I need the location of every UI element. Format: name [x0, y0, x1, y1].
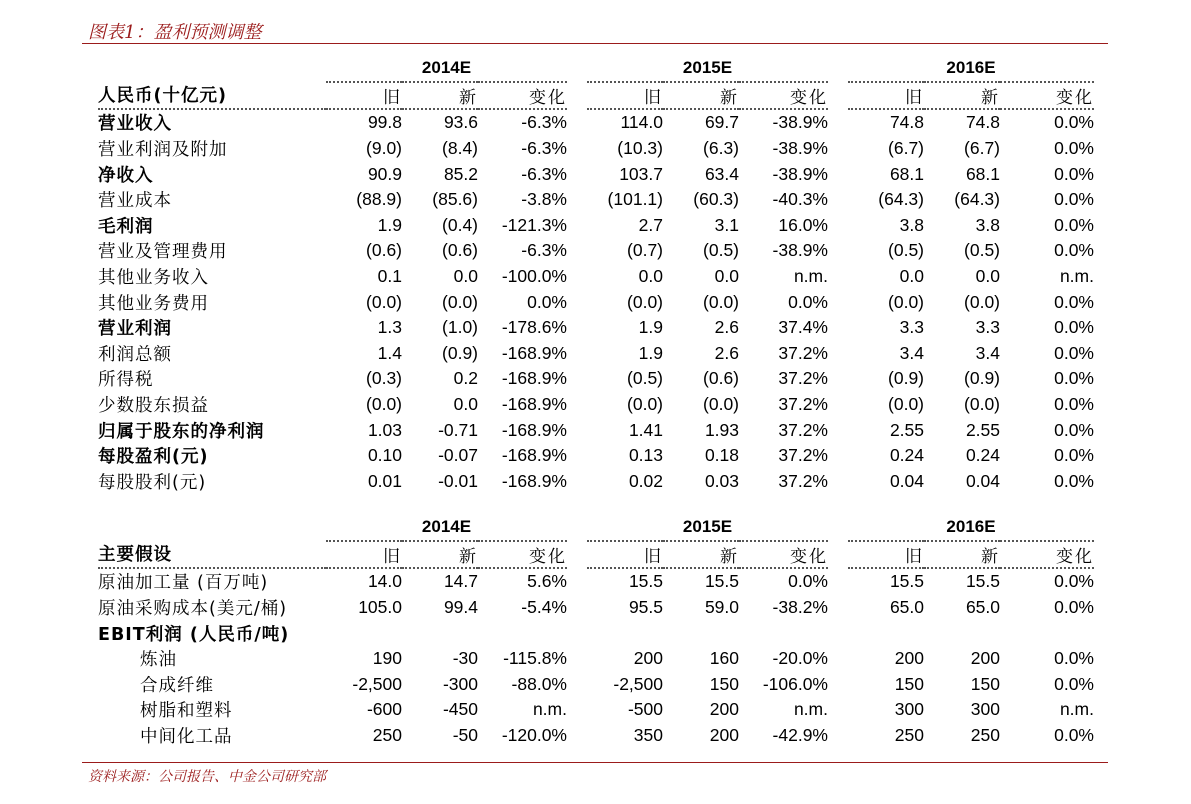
value-cell: 0.0%	[1054, 445, 1094, 466]
value-cell: -20.0%	[772, 648, 828, 669]
value-cell: -120.0%	[501, 725, 567, 746]
value-cell: 68.1	[889, 163, 924, 184]
value-cell: (1.0)	[442, 317, 478, 338]
value-cell: 2.6	[714, 342, 739, 363]
value-cell: (0.3)	[366, 368, 402, 389]
value-cell: 190	[372, 648, 402, 669]
table-row	[98, 238, 1094, 264]
value-cell: (0.5)	[964, 240, 1000, 261]
value-cell: (0.5)	[703, 240, 739, 261]
value-cell: 65.0	[965, 597, 1000, 618]
row-label: 营业利润	[98, 319, 172, 340]
table-row	[98, 672, 1094, 698]
corner-cell	[98, 55, 326, 82]
row-label: 树脂和塑料	[140, 701, 233, 722]
table-row	[98, 697, 1094, 723]
value-cell: (0.0)	[703, 394, 739, 415]
value-cell: 105.0	[358, 597, 402, 618]
column-header: 旧	[326, 82, 402, 110]
value-cell: 0.0%	[1054, 163, 1094, 184]
value-cell: -2,500	[613, 673, 663, 694]
value-cell: 37.2%	[778, 394, 828, 415]
year-header-row	[98, 514, 1094, 541]
value-cell: 350	[633, 725, 663, 746]
value-cell: -121.3%	[501, 214, 567, 235]
table-row	[98, 161, 1094, 187]
table-row	[98, 136, 1094, 162]
value-cell: 0.0	[453, 394, 478, 415]
value-cell: (64.3)	[878, 189, 924, 210]
value-cell: 0.0%	[1054, 648, 1094, 669]
value-cell: 95.5	[628, 597, 663, 618]
value-cell: 0.0%	[788, 571, 828, 592]
value-cell: 0.0%	[1054, 189, 1094, 210]
value-cell: -168.9%	[501, 368, 567, 389]
column-header: 变化	[739, 541, 828, 569]
value-cell	[587, 620, 663, 646]
column-header: 旧	[848, 82, 924, 110]
value-cell	[402, 620, 478, 646]
value-cell: 1.41	[628, 419, 663, 440]
value-cell: 1.9	[638, 317, 663, 338]
value-cell: 99.4	[443, 597, 478, 618]
value-cell: (0.0)	[703, 291, 739, 312]
table-row	[98, 366, 1094, 392]
value-cell: (9.0)	[366, 138, 402, 159]
row-label: 营业利润及附加	[98, 140, 228, 161]
row-label: 营业成本	[98, 191, 172, 212]
value-cell	[478, 620, 567, 646]
value-cell: n.m.	[793, 699, 828, 720]
row-header-label: 人民币(十亿元)	[98, 82, 326, 110]
value-cell: (101.1)	[607, 189, 663, 210]
value-cell: 2.7	[638, 214, 663, 235]
value-cell	[739, 620, 828, 646]
value-cell: 2.55	[889, 419, 924, 440]
value-cell	[326, 620, 402, 646]
value-cell: 0.0%	[788, 291, 828, 312]
value-cell: 2.55	[965, 419, 1000, 440]
value-cell: -0.07	[438, 445, 478, 466]
table-row	[98, 620, 1094, 646]
value-cell: -88.0%	[511, 673, 567, 694]
value-cell: 0.1	[377, 266, 402, 287]
value-cell: 0.04	[965, 470, 1000, 491]
column-header: 新	[663, 541, 739, 569]
column-header: 旧	[848, 541, 924, 569]
value-cell: (8.4)	[442, 138, 478, 159]
value-cell: (0.0)	[964, 394, 1000, 415]
value-cell: (6.7)	[964, 138, 1000, 159]
value-cell: -30	[452, 648, 478, 669]
row-label: 其他业务费用	[98, 293, 209, 314]
value-cell: 1.9	[638, 342, 663, 363]
column-header: 旧	[587, 82, 663, 110]
value-cell: 200	[709, 725, 739, 746]
value-cell: -38.2%	[772, 597, 828, 618]
value-cell: -6.3%	[521, 112, 567, 133]
corner-cell	[98, 514, 326, 541]
value-cell: 99.8	[367, 112, 402, 133]
bottom-divider	[82, 762, 1108, 763]
table-row	[98, 646, 1094, 672]
value-cell: (0.0)	[627, 394, 663, 415]
row-label: 毛利润	[98, 216, 154, 237]
value-cell: 3.3	[975, 317, 1000, 338]
value-cell: (85.6)	[432, 189, 478, 210]
value-cell	[924, 620, 1000, 646]
year-header-row	[98, 55, 1094, 82]
row-label: 每股盈利(元)	[98, 447, 209, 468]
value-cell: 90.9	[367, 163, 402, 184]
value-cell: 0.24	[965, 445, 1000, 466]
value-cell: 3.3	[899, 317, 924, 338]
table-row	[98, 417, 1094, 443]
value-cell: 0.0%	[1054, 571, 1094, 592]
value-cell: -6.3%	[521, 138, 567, 159]
row-label: 中间化工品	[140, 727, 233, 748]
value-cell: 15.5	[704, 571, 739, 592]
column-header-row	[98, 541, 1094, 569]
value-cell: 0.0%	[527, 291, 567, 312]
value-cell: -6.3%	[521, 240, 567, 261]
value-cell: -450	[442, 699, 478, 720]
value-cell	[848, 620, 924, 646]
table-row	[98, 723, 1094, 749]
value-cell: 74.8	[889, 112, 924, 133]
value-cell: -42.9%	[772, 725, 828, 746]
value-cell: 0.0	[453, 266, 478, 287]
row-label: 合成纤维	[140, 675, 214, 696]
table-row	[98, 568, 1094, 595]
value-cell: 0.0%	[1054, 240, 1094, 261]
year-header: 2015E	[587, 514, 828, 541]
column-header: 变化	[1000, 541, 1094, 569]
column-header: 新	[663, 82, 739, 110]
column-header: 变化	[739, 82, 828, 110]
value-cell: 37.2%	[778, 342, 828, 363]
value-cell: 0.0	[638, 266, 663, 287]
value-cell: 1.9	[377, 214, 402, 235]
value-cell: 37.2%	[778, 470, 828, 491]
top-divider	[82, 43, 1108, 44]
row-label: 营业及管理费用	[98, 242, 228, 263]
value-cell: -106.0%	[762, 673, 828, 694]
value-cell: 5.6%	[527, 571, 567, 592]
value-cell: (0.0)	[888, 394, 924, 415]
column-header: 旧	[326, 541, 402, 569]
table-row	[98, 109, 1094, 136]
source-note: 资料来源：公司报告、中金公司研究部	[88, 769, 326, 785]
year-header: 2015E	[587, 55, 828, 82]
value-cell: (6.7)	[888, 138, 924, 159]
value-cell: (6.3)	[703, 138, 739, 159]
value-cell: 0.10	[367, 445, 402, 466]
value-cell: (0.6)	[703, 368, 739, 389]
row-label: 归属于股东的净利润	[98, 421, 265, 442]
year-header: 2014E	[326, 55, 567, 82]
key-assumptions-table	[98, 514, 1094, 748]
value-cell: 250	[970, 725, 1000, 746]
value-cell: 37.2%	[778, 419, 828, 440]
table-row	[98, 469, 1094, 495]
value-cell: 160	[709, 648, 739, 669]
value-cell: -6.3%	[521, 163, 567, 184]
value-cell: 37.4%	[778, 317, 828, 338]
value-cell: 200	[633, 648, 663, 669]
value-cell: 93.6	[443, 112, 478, 133]
value-cell: (0.0)	[627, 291, 663, 312]
value-cell: 0.13	[628, 445, 663, 466]
year-header: 2016E	[848, 55, 1094, 82]
value-cell: 114.0	[620, 112, 663, 133]
value-cell: -168.9%	[501, 445, 567, 466]
value-cell: 0.0%	[1054, 368, 1094, 389]
value-cell: 0.18	[704, 445, 739, 466]
value-cell: 16.0%	[778, 214, 828, 235]
value-cell: 0.0%	[1054, 597, 1094, 618]
value-cell: n.m.	[793, 266, 828, 287]
value-cell: (0.0)	[964, 291, 1000, 312]
value-cell: 59.0	[704, 597, 739, 618]
value-cell: (0.7)	[627, 240, 663, 261]
value-cell: 65.0	[889, 597, 924, 618]
value-cell: 15.5	[889, 571, 924, 592]
earnings-forecast-table	[98, 55, 1094, 494]
value-cell: 0.0%	[1054, 673, 1094, 694]
value-cell: 68.1	[965, 163, 1000, 184]
row-label: 利润总额	[98, 344, 172, 365]
value-cell: 3.4	[975, 342, 1000, 363]
value-cell: 37.2%	[778, 368, 828, 389]
row-label: EBIT利润 (人民币/吨)	[98, 624, 290, 645]
value-cell: 103.7	[619, 163, 663, 184]
value-cell: 250	[894, 725, 924, 746]
year-header: 2014E	[326, 514, 567, 541]
value-cell: -5.4%	[521, 597, 567, 618]
value-cell: 0.0%	[1054, 394, 1094, 415]
value-cell: -500	[627, 699, 663, 720]
value-cell: 200	[970, 648, 1000, 669]
column-header: 新	[924, 541, 1000, 569]
value-cell: 1.03	[367, 419, 402, 440]
value-cell: (0.0)	[888, 291, 924, 312]
table-row	[98, 264, 1094, 290]
value-cell: 200	[894, 648, 924, 669]
value-cell: 3.4	[899, 342, 924, 363]
row-label: 每股股利(元)	[98, 472, 207, 493]
value-cell: 3.1	[714, 214, 739, 235]
value-cell: 0.0	[714, 266, 739, 287]
row-label: 净收入	[98, 165, 154, 186]
column-header: 旧	[587, 541, 663, 569]
value-cell: (0.9)	[964, 368, 1000, 389]
value-cell: 0.0	[975, 266, 1000, 287]
column-header: 新	[402, 82, 478, 110]
value-cell: 150	[709, 673, 739, 694]
value-cell: 0.0%	[1054, 725, 1094, 746]
value-cell: 250	[372, 725, 402, 746]
value-cell: -3.8%	[521, 189, 567, 210]
value-cell: 74.8	[965, 112, 1000, 133]
value-cell: 14.7	[443, 571, 478, 592]
value-cell: 0.0%	[1054, 214, 1094, 235]
value-cell: -0.71	[438, 419, 478, 440]
value-cell: 0.24	[889, 445, 924, 466]
value-cell: (60.3)	[693, 189, 739, 210]
value-cell: -38.9%	[772, 163, 828, 184]
value-cell: 2.6	[714, 317, 739, 338]
table-row	[98, 289, 1094, 315]
value-cell: 0.02	[628, 470, 663, 491]
value-cell: -168.9%	[501, 342, 567, 363]
value-cell: -38.9%	[772, 240, 828, 261]
value-cell: -2,500	[352, 673, 402, 694]
value-cell: -600	[366, 699, 402, 720]
value-cell: -168.9%	[501, 394, 567, 415]
value-cell: 0.04	[889, 470, 924, 491]
value-cell: 15.5	[965, 571, 1000, 592]
value-cell: 85.2	[443, 163, 478, 184]
value-cell: -38.9%	[772, 138, 828, 159]
value-cell: 0.0%	[1054, 291, 1094, 312]
value-cell: 150	[894, 673, 924, 694]
value-cell: 300	[970, 699, 1000, 720]
value-cell: 0.0%	[1054, 138, 1094, 159]
value-cell: n.m.	[1059, 699, 1094, 720]
value-cell: 0.0	[899, 266, 924, 287]
value-cell: 1.93	[704, 419, 739, 440]
value-cell: -168.9%	[501, 470, 567, 491]
table-row	[98, 315, 1094, 341]
column-header: 变化	[478, 541, 567, 569]
figure-title: 图表1：盈利预测调整	[88, 22, 262, 43]
table-row	[98, 213, 1094, 239]
value-cell: n.m.	[1059, 266, 1094, 287]
value-cell: -38.9%	[772, 112, 828, 133]
table-row	[98, 187, 1094, 213]
value-cell: (0.5)	[627, 368, 663, 389]
row-label: 营业收入	[98, 114, 172, 135]
value-cell: 200	[709, 699, 739, 720]
column-header: 新	[402, 541, 478, 569]
value-cell: (0.9)	[442, 342, 478, 363]
row-label: 原油采购成本(美元/桶)	[98, 599, 288, 620]
row-label: 少数股东损益	[98, 396, 209, 417]
value-cell: -178.6%	[501, 317, 567, 338]
row-label: 所得税	[98, 370, 154, 391]
table-row	[98, 443, 1094, 469]
value-cell: -40.3%	[772, 189, 828, 210]
value-cell: 0.0%	[1054, 342, 1094, 363]
year-header: 2016E	[848, 514, 1094, 541]
value-cell: -168.9%	[501, 419, 567, 440]
value-cell: -115.8%	[503, 648, 567, 669]
value-cell: 0.0%	[1054, 317, 1094, 338]
value-cell	[663, 620, 739, 646]
value-cell: 0.01	[367, 470, 402, 491]
value-cell: 15.5	[628, 571, 663, 592]
value-cell: (0.0)	[366, 394, 402, 415]
value-cell: n.m.	[532, 699, 567, 720]
value-cell: 3.8	[899, 214, 924, 235]
table-row	[98, 392, 1094, 418]
value-cell: (64.3)	[954, 189, 1000, 210]
value-cell: (0.0)	[442, 291, 478, 312]
value-cell: 3.8	[975, 214, 1000, 235]
value-cell: 63.4	[704, 163, 739, 184]
row-label: 原油加工量 (百万吨)	[98, 573, 269, 594]
value-cell: -100.0%	[501, 266, 567, 287]
value-cell: 1.4	[377, 342, 402, 363]
value-cell: (88.9)	[356, 189, 402, 210]
value-cell: (10.3)	[617, 138, 663, 159]
value-cell: 0.0%	[1054, 470, 1094, 491]
row-label: 炼油	[140, 650, 177, 671]
value-cell: 37.2%	[778, 445, 828, 466]
value-cell: -50	[452, 725, 478, 746]
value-cell: 14.0	[367, 571, 402, 592]
table-row	[98, 595, 1094, 621]
value-cell	[1000, 620, 1094, 646]
value-cell: 69.7	[704, 112, 739, 133]
value-cell: (0.5)	[888, 240, 924, 261]
value-cell: -0.01	[438, 470, 478, 491]
row-header-label: 主要假设	[98, 541, 326, 569]
row-label: 其他业务收入	[98, 268, 209, 289]
value-cell: 0.0%	[1054, 419, 1094, 440]
column-header: 变化	[478, 82, 567, 110]
value-cell: 0.0%	[1054, 112, 1094, 133]
value-cell: (0.6)	[442, 240, 478, 261]
value-cell: 150	[970, 673, 1000, 694]
value-cell: (0.0)	[366, 291, 402, 312]
column-header: 变化	[1000, 82, 1094, 110]
value-cell: 0.03	[704, 470, 739, 491]
value-cell: 1.3	[377, 317, 402, 338]
value-cell: (0.4)	[442, 214, 478, 235]
table-row	[98, 341, 1094, 367]
column-header-row	[98, 82, 1094, 110]
column-header: 新	[924, 82, 1000, 110]
value-cell: (0.9)	[888, 368, 924, 389]
value-cell: 300	[894, 699, 924, 720]
value-cell: (0.6)	[366, 240, 402, 261]
value-cell: 0.2	[453, 368, 478, 389]
value-cell: -300	[442, 673, 478, 694]
